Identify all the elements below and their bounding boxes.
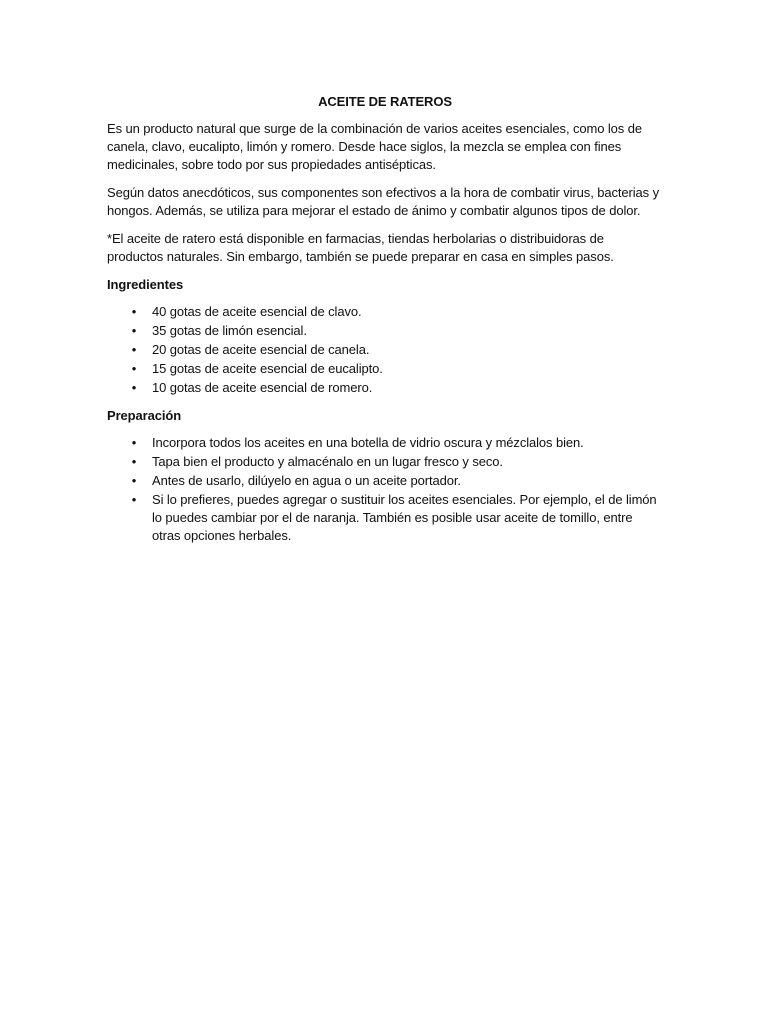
- ingredient-item: [107, 379, 663, 397]
- ingredient-text: 20 gotas de aceite esencial de canela.: [152, 342, 370, 357]
- ingredients-heading: Ingredientes: [107, 277, 184, 292]
- bullet-icon: •: [131, 492, 137, 507]
- document-title: ACEITE DE RATEROS: [318, 94, 452, 109]
- preparation-step: [107, 453, 663, 471]
- ingredient-item: [107, 303, 663, 321]
- preparation-step: [107, 491, 663, 545]
- preparation-step-text: Antes de usarlo, dilúyelo en agua o un aceite portador.: [152, 473, 461, 488]
- preparation-step: [107, 472, 663, 490]
- benefits-paragraph: Según datos anecdóticos, sus componentes son efectivos a la hora de combatir virus, bacterias y hongos. Además, se utiliza para mejorar el estado de ánimo y combatir algunos tipos de dolor.: [107, 185, 659, 218]
- ingredient-item: [107, 360, 663, 378]
- preparation-step: [107, 434, 663, 452]
- ingredient-text: 40 gotas de aceite esencial de clavo.: [152, 304, 362, 319]
- ingredient-item: [107, 322, 663, 340]
- preparation-step-text: Si lo prefieres, puedes agregar o sustituir los aceites esenciales. Por ejemplo, el de limón lo puedes cambiar por el de naranja. También es posible usar aceite de tomillo, entre otras opciones herbales.: [152, 492, 657, 543]
- bullet-icon: •: [131, 473, 137, 488]
- document-body: [107, 93, 663, 555]
- bullet-icon: •: [131, 435, 137, 450]
- bullet-icon: •: [131, 304, 137, 319]
- availability-paragraph: *El aceite de ratero está disponible en farmacias, tiendas herbolarias o distribuidoras de productos naturales. Sin embargo, también se puede preparar en casa en simples pasos.: [107, 231, 614, 264]
- bullet-icon: •: [131, 361, 137, 376]
- bullet-icon: •: [131, 323, 137, 338]
- preparation-heading: Preparación: [107, 408, 182, 423]
- ingredients-list: [107, 303, 663, 397]
- ingredient-item: [107, 341, 663, 359]
- bullet-icon: •: [131, 342, 137, 357]
- ingredient-text: 15 gotas de aceite esencial de eucalipto.: [152, 361, 383, 376]
- preparation-list: [107, 434, 663, 545]
- preparation-step-text: Tapa bien el producto y almacénalo en un lugar fresco y seco.: [152, 454, 503, 469]
- ingredient-text: 10 gotas de aceite esencial de romero.: [152, 380, 373, 395]
- ingredient-text: 35 gotas de limón esencial.: [152, 323, 307, 338]
- preparation-step-text: Incorpora todos los aceites en una botella de vidrio oscura y mézclalos bien.: [152, 435, 584, 450]
- intro-paragraph: Es un producto natural que surge de la combinación de varios aceites esenciales, como los de canela, clavo, eucalipto, limón y romero. Desde hace siglos, la mezcla se emplea con fines medicinales, sobre todo por sus propiedades antisépticas.: [107, 121, 642, 172]
- bullet-icon: •: [131, 454, 137, 469]
- bullet-icon: •: [131, 380, 137, 395]
